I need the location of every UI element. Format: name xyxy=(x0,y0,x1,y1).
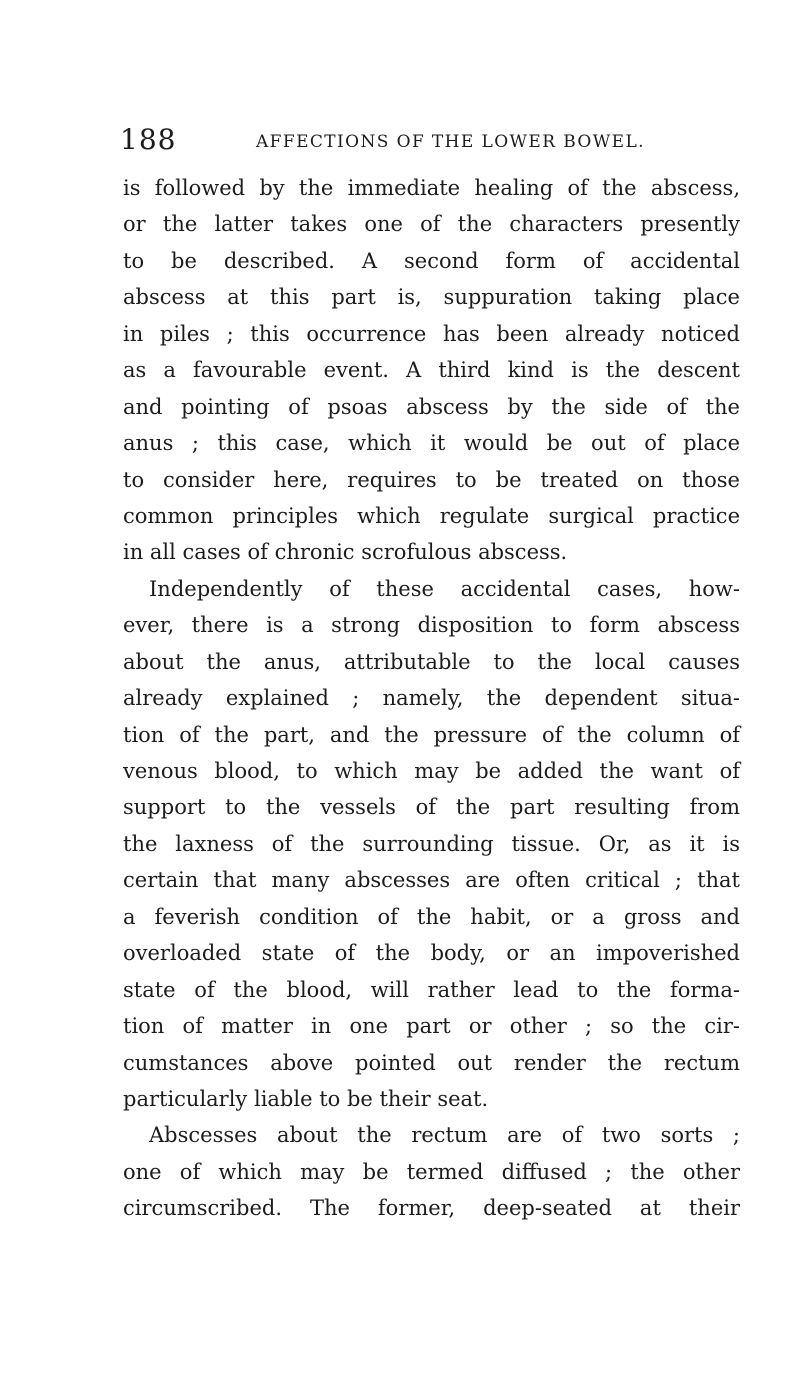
text-line: circumscribed. The former, deep-seated at their xyxy=(123,1196,740,1221)
text-line: a feverish condition of the habit, or a gross and xyxy=(123,904,740,929)
paragraph-end-line: particularly liable to be their seat. xyxy=(123,1086,489,1111)
text-line: anus ; this case, which it would be out of place xyxy=(123,431,740,456)
text-line: to consider here, requires to be treated on those xyxy=(123,467,740,492)
text-line: one of which may be termed diffused ; the other xyxy=(123,1159,740,1184)
text-line: about the anus, attributable to the local causes xyxy=(123,649,740,674)
running-head: AFFECTIONS OF THE LOWER BOWEL. xyxy=(256,132,645,152)
text-line: is followed by the immediate healing of the abscess, xyxy=(123,176,740,200)
text-line: in piles ; this occurrence has been already noticed xyxy=(123,321,740,346)
text-line: the laxness of the surrounding tissue. Or, as it is xyxy=(123,831,740,856)
text-line: state of the blood, will rather lead to the forma- xyxy=(123,977,740,1002)
page-number: 188 xyxy=(120,123,177,156)
text-line: ever, there is a strong disposition to form abscess xyxy=(123,613,740,638)
text-line: venous blood, to which may be added the want of xyxy=(123,759,740,783)
body-text xyxy=(123,170,740,1227)
page-header xyxy=(120,122,680,162)
text-line: already explained ; namely, the dependent situa- xyxy=(123,686,740,711)
text-line: tion of matter in one part or other ; so the cir- xyxy=(123,1014,740,1039)
text-line: and pointing of psoas abscess by the side of the xyxy=(123,394,740,419)
paragraph-end-line: in all cases of chronic scrofulous abscess. xyxy=(123,540,568,565)
text-line: abscess at this part is, suppuration taking place xyxy=(123,285,740,310)
text-line: overloaded state of the body, or an impoverished xyxy=(123,941,740,966)
text-line: certain that many abscesses are often critical ; that xyxy=(123,868,740,893)
text-line: or the latter takes one of the characters presently xyxy=(123,212,740,237)
text-line: support to the vessels of the part resulting from xyxy=(123,795,740,820)
text-line: to be described. A second form of accidental xyxy=(123,248,740,273)
text-line: common principles which regulate surgical practice xyxy=(123,503,740,528)
text-line: cumstances above pointed out render the rectum xyxy=(123,1050,740,1075)
text-line: as a favourable event. A third kind is the descent xyxy=(123,358,740,383)
paragraph-start-line: Abscesses about the rectum are of two sorts ; xyxy=(149,1123,740,1148)
text-line: tion of the part, and the pressure of the column of xyxy=(123,722,740,747)
paragraph-start-line: Independently of these accidental cases, how- xyxy=(149,576,740,601)
